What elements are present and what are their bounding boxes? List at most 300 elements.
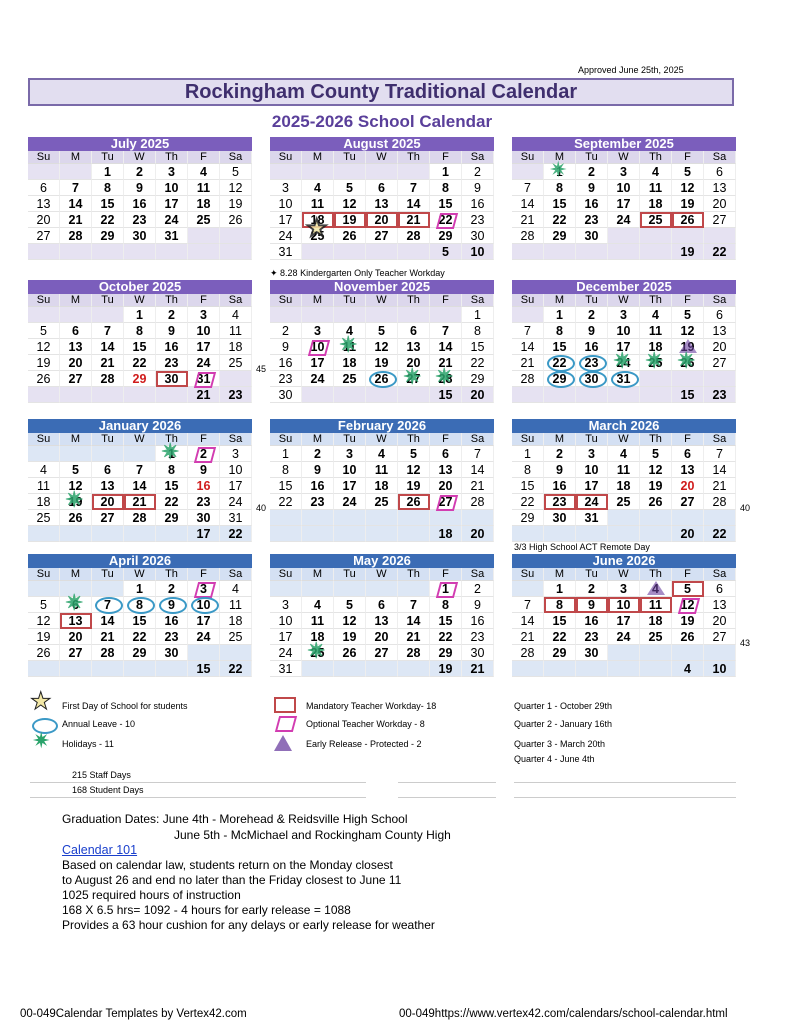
day-cell: 24 <box>576 494 608 510</box>
weekday-label: F <box>430 294 462 307</box>
day-cell: 30 <box>462 228 494 244</box>
day-cell <box>640 510 672 526</box>
day-cell: 27 <box>366 645 398 661</box>
day-cell: 20 <box>704 196 736 212</box>
day-cell: 6 <box>704 307 736 323</box>
weekday-label: Sa <box>704 151 736 164</box>
day-cell: 26 <box>334 228 366 244</box>
day-cell: 24 <box>220 494 252 510</box>
day-cell: 21 <box>398 212 430 228</box>
day-cell <box>672 645 704 661</box>
day-cell: 6 <box>398 323 430 339</box>
month-header: March 2026 <box>512 419 736 433</box>
day-cell: 5 <box>672 581 704 597</box>
day-cell: 9 <box>188 462 220 478</box>
day-cell: 1 <box>124 581 156 597</box>
day-cell: 13 <box>704 597 736 613</box>
day-cell: 16 <box>576 339 608 355</box>
day-cell: 27 <box>704 212 736 228</box>
day-cell: 17 <box>608 196 640 212</box>
day-cell <box>398 526 430 542</box>
day-cell: 18 <box>366 478 398 494</box>
day-cell: 25 <box>28 510 60 526</box>
day-cell: 23 <box>156 355 188 371</box>
day-cell: 6 <box>28 180 60 196</box>
day-cell: 15 <box>544 613 576 629</box>
day-total: 15 <box>188 661 220 677</box>
day-cell: 21 <box>124 494 156 510</box>
day-cell: 16 <box>156 613 188 629</box>
day-cell: 26 <box>398 494 430 510</box>
month-header: June 2026 <box>512 554 736 568</box>
day-cell: 23 <box>302 494 334 510</box>
day-cell: 8 <box>512 462 544 478</box>
day-cell <box>512 164 544 180</box>
weekday-label: W <box>124 151 156 164</box>
weekday-label: Th <box>156 294 188 307</box>
day-cell: 25 <box>188 212 220 228</box>
day-cell <box>92 661 124 677</box>
day-cell: 7 <box>92 597 124 613</box>
day-cell: 23 <box>270 371 302 387</box>
day-cell <box>60 387 92 403</box>
day-cell: 9 <box>462 180 494 196</box>
day-cell: 29 <box>430 645 462 661</box>
day-cell: 10 <box>270 613 302 629</box>
day-cell: 17 <box>220 478 252 494</box>
day-total: 20 <box>462 526 494 542</box>
day-cell: 22 <box>544 212 576 228</box>
weekday-label: Tu <box>92 294 124 307</box>
month-10 <box>28 554 252 677</box>
day-cell <box>704 510 736 526</box>
day-cell: 13 <box>398 339 430 355</box>
day-cell: 7 <box>430 323 462 339</box>
day-cell: 27 <box>704 355 736 371</box>
day-cell: 31 <box>270 661 302 677</box>
day-cell: 14 <box>398 613 430 629</box>
day-cell: 28 <box>124 510 156 526</box>
day-cell <box>430 307 462 323</box>
month-side-count: 40 <box>256 503 267 513</box>
day-cell: 9 <box>156 597 188 613</box>
day-cell: 20 <box>60 355 92 371</box>
holiday-star-icon: ✷ <box>32 728 51 753</box>
weekday-label: Th <box>156 568 188 581</box>
day-cell: 17 <box>334 478 366 494</box>
day-cell: 12 <box>28 613 60 629</box>
day-cell: 5 <box>640 446 672 462</box>
day-cell: 3 <box>188 581 220 597</box>
triangle-icon <box>274 735 292 751</box>
day-cell: 12 <box>672 597 704 613</box>
day-cell <box>608 228 640 244</box>
day-cell: 5 <box>60 462 92 478</box>
day-cell: 6 <box>430 446 462 462</box>
legend-mandatory: Mandatory Teacher Workday- 18 <box>306 701 437 711</box>
day-cell <box>398 244 430 260</box>
day-cell: 22 <box>512 494 544 510</box>
day-total: 23 <box>220 387 252 403</box>
day-cell: 21 <box>462 478 494 494</box>
weekday-label: Tu <box>576 568 608 581</box>
day-cell: 16 <box>576 196 608 212</box>
day-cell: 27 <box>60 371 92 387</box>
staff-days: 215 Staff Days <box>72 770 131 780</box>
day-cell <box>124 661 156 677</box>
day-total: 19 <box>430 661 462 677</box>
day-cell <box>704 371 736 387</box>
legend-early-release: Early Release - Protected - 2 <box>306 739 422 749</box>
day-cell <box>608 661 640 677</box>
day-cell: 30 <box>124 228 156 244</box>
day-cell: 16 <box>124 196 156 212</box>
day-cell: 25 <box>220 629 252 645</box>
day-cell: 6 <box>672 446 704 462</box>
day-cell <box>302 164 334 180</box>
day-cell <box>188 228 220 244</box>
day-cell <box>512 387 544 403</box>
day-cell <box>302 244 334 260</box>
day-cell: 18 <box>640 339 672 355</box>
day-cell: 19 <box>334 629 366 645</box>
day-cell: 3 <box>302 323 334 339</box>
day-cell <box>544 244 576 260</box>
day-cell: 15 <box>462 339 494 355</box>
student-days: 168 Student Days <box>72 785 144 795</box>
weekday-label: Tu <box>576 151 608 164</box>
day-cell: 16 <box>302 478 334 494</box>
day-cell: 11 <box>302 613 334 629</box>
day-cell: 11 <box>188 180 220 196</box>
day-cell <box>512 244 544 260</box>
day-cell: 8 <box>544 323 576 339</box>
day-total: 5 <box>430 244 462 260</box>
day-cell: 1 <box>462 307 494 323</box>
month-side-count: 43 <box>740 638 751 648</box>
day-cell: 19 <box>672 613 704 629</box>
month-header: December 2025 <box>512 280 736 294</box>
day-cell: 3 <box>270 180 302 196</box>
weekday-label: Th <box>398 294 430 307</box>
day-cell: 17 <box>270 629 302 645</box>
day-cell: 8 <box>430 180 462 196</box>
weekday-label: Tu <box>92 433 124 446</box>
weekday-label: M <box>544 433 576 446</box>
weekday-label: M <box>302 294 334 307</box>
weekday-label: Su <box>28 433 60 446</box>
day-cell: 18 <box>28 494 60 510</box>
day-cell: 28 <box>462 494 494 510</box>
day-cell <box>334 387 366 403</box>
month-2 <box>270 137 494 260</box>
day-total: 22 <box>220 661 252 677</box>
day-cell: 24 <box>188 629 220 645</box>
graduation-line-2: June 5th - McMichael and Rockingham County High <box>174 828 451 842</box>
day-cell <box>334 510 366 526</box>
day-cell: 26 <box>28 645 60 661</box>
day-cell: 1 ✷ <box>544 164 576 180</box>
weekday-label: Th <box>156 433 188 446</box>
weekday-label: Sa <box>220 433 252 446</box>
weekday-label: F <box>188 151 220 164</box>
day-cell: 14 <box>60 196 92 212</box>
day-cell: 12 <box>28 339 60 355</box>
weekday-label: F <box>188 294 220 307</box>
weekday-label: W <box>124 433 156 446</box>
day-cell <box>302 510 334 526</box>
weekday-label: Su <box>512 294 544 307</box>
day-cell <box>576 387 608 403</box>
day-cell <box>608 526 640 542</box>
day-cell: 11 <box>220 323 252 339</box>
weekday-label: Su <box>512 151 544 164</box>
day-cell: 24 ✷ <box>608 355 640 371</box>
day-cell: 28 <box>512 228 544 244</box>
day-cell <box>92 446 124 462</box>
weekday-label: M <box>60 433 92 446</box>
day-cell: 5 <box>28 323 60 339</box>
day-cell: 26 <box>672 629 704 645</box>
day-cell: 4 <box>640 581 672 597</box>
day-cell: 23 <box>156 629 188 645</box>
day-cell <box>156 661 188 677</box>
weekday-label: Tu <box>576 294 608 307</box>
weekday-label: Tu <box>92 568 124 581</box>
day-cell: 14 <box>398 196 430 212</box>
weekday-label: W <box>608 294 640 307</box>
weekday-label: Th <box>640 433 672 446</box>
day-cell: 12 <box>334 196 366 212</box>
day-cell: 30 <box>576 645 608 661</box>
info-line-1: Based on calendar law, students return on the Monday closest <box>62 858 393 872</box>
weekday-label: Tu <box>576 433 608 446</box>
day-cell: 26 <box>334 645 366 661</box>
day-cell: 20 <box>704 339 736 355</box>
day-cell <box>220 371 252 387</box>
day-cell: 20 <box>92 494 124 510</box>
day-cell: 1 <box>512 446 544 462</box>
weekday-label: Th <box>398 433 430 446</box>
weekday-label: Sa <box>220 294 252 307</box>
day-cell <box>92 526 124 542</box>
day-cell: 13 <box>92 478 124 494</box>
day-cell: 27 ✷ <box>398 371 430 387</box>
day-cell: 31 <box>608 371 640 387</box>
info-line-2: to August 26 and end no later than the Friday closest to June 11 <box>62 873 402 887</box>
day-cell: 23 <box>576 212 608 228</box>
day-cell: 28 ✷ <box>430 371 462 387</box>
day-cell: 1 <box>430 164 462 180</box>
weekday-label: M <box>60 151 92 164</box>
weekday-label: W <box>608 433 640 446</box>
day-cell: 7 <box>398 180 430 196</box>
day-cell: 25 ✷ <box>302 645 334 661</box>
day-cell <box>60 661 92 677</box>
day-cell <box>156 387 188 403</box>
day-cell: 26 <box>640 494 672 510</box>
day-cell <box>398 387 430 403</box>
day-cell: 5 <box>334 597 366 613</box>
legend-holidays: Holidays - 11 <box>62 739 114 749</box>
day-cell: 20 <box>366 629 398 645</box>
weekday-label: Su <box>270 294 302 307</box>
weekday-label: Tu <box>334 151 366 164</box>
weekday-label: F <box>672 294 704 307</box>
day-cell: 23 <box>462 212 494 228</box>
day-cell: 26 <box>60 510 92 526</box>
day-total: 15 <box>672 387 704 403</box>
weekday-label: Tu <box>334 568 366 581</box>
day-cell <box>576 244 608 260</box>
day-cell: 11 <box>608 462 640 478</box>
day-cell: 5 <box>672 164 704 180</box>
day-cell: 10 <box>608 597 640 613</box>
day-cell: 8 <box>124 323 156 339</box>
day-total: 18 <box>430 526 462 542</box>
day-cell: 2 <box>544 446 576 462</box>
month-9 <box>512 419 736 542</box>
day-cell: 10 <box>608 180 640 196</box>
weekday-label: Th <box>398 568 430 581</box>
day-cell <box>672 228 704 244</box>
day-cell: 29 <box>156 510 188 526</box>
day-cell <box>334 244 366 260</box>
day-cell <box>270 164 302 180</box>
month-side-count: 40 <box>740 503 751 513</box>
day-cell <box>366 387 398 403</box>
day-cell: 24 <box>608 629 640 645</box>
day-cell: 10 <box>220 462 252 478</box>
day-cell: 1 <box>544 581 576 597</box>
day-cell <box>640 387 672 403</box>
day-cell: 9 <box>156 323 188 339</box>
day-total: 20 <box>462 387 494 403</box>
day-cell: 2 <box>462 164 494 180</box>
day-cell: 21 <box>512 355 544 371</box>
day-cell: 11 <box>302 196 334 212</box>
day-cell: 3 <box>608 581 640 597</box>
day-cell: 1 ✷ <box>156 446 188 462</box>
day-cell: 7 <box>512 597 544 613</box>
day-cell <box>334 307 366 323</box>
quarter-3: Quarter 3 - March 20th <box>514 739 606 749</box>
day-cell: 18 <box>640 613 672 629</box>
day-cell: 23 <box>576 355 608 371</box>
month-header: May 2026 <box>270 554 494 568</box>
day-cell <box>640 371 672 387</box>
quarter-2: Quarter 2 - January 16th <box>514 719 613 729</box>
day-cell: 12 <box>60 478 92 494</box>
weekday-label: F <box>188 433 220 446</box>
day-cell <box>608 645 640 661</box>
day-cell: 5 <box>28 597 60 613</box>
month-7 <box>28 419 252 542</box>
day-cell <box>124 526 156 542</box>
day-cell: 25 <box>640 212 672 228</box>
day-cell: 25 <box>608 494 640 510</box>
day-cell: 1 <box>270 446 302 462</box>
star-icon: ★ <box>30 688 52 715</box>
day-total: 21 <box>462 661 494 677</box>
day-cell <box>28 244 60 260</box>
day-cell: 22 <box>430 629 462 645</box>
day-cell <box>188 645 220 661</box>
august-note: ✦ 8.28 Kindergarten Only Teacher Workday <box>270 268 445 278</box>
weekday-label: M <box>60 294 92 307</box>
day-cell: 18 <box>188 196 220 212</box>
day-cell: 6 <box>704 581 736 597</box>
day-cell: 4 <box>220 581 252 597</box>
day-cell <box>60 526 92 542</box>
day-cell <box>640 244 672 260</box>
day-cell: 13 <box>28 196 60 212</box>
month-3 <box>512 137 736 260</box>
day-cell: 20 <box>28 212 60 228</box>
day-cell: 24 <box>188 355 220 371</box>
day-cell: 28 <box>704 494 736 510</box>
day-cell: 16 <box>576 613 608 629</box>
legend-annual-leave: Annual Leave - 10 <box>62 719 136 729</box>
day-cell: 2 <box>302 446 334 462</box>
day-cell: 28 <box>398 645 430 661</box>
day-cell <box>92 307 124 323</box>
day-cell: 2 <box>270 323 302 339</box>
day-cell <box>334 164 366 180</box>
day-cell: 27 <box>672 494 704 510</box>
day-cell: 29 <box>430 228 462 244</box>
weekday-label: W <box>366 151 398 164</box>
day-cell <box>704 645 736 661</box>
day-cell: 3 <box>188 307 220 323</box>
day-cell: 8 <box>544 180 576 196</box>
weekday-label: W <box>608 151 640 164</box>
weekday-label: M <box>544 294 576 307</box>
day-cell: 19 <box>366 355 398 371</box>
weekday-label: M <box>60 568 92 581</box>
day-cell: 22 <box>544 629 576 645</box>
day-cell <box>270 510 302 526</box>
day-cell <box>608 387 640 403</box>
day-cell: 13 <box>672 462 704 478</box>
day-cell <box>28 446 60 462</box>
day-cell: 8 <box>156 462 188 478</box>
month-header: July 2025 <box>28 137 252 151</box>
weekday-label: Su <box>512 568 544 581</box>
month-header: November 2025 <box>270 280 494 294</box>
day-cell <box>366 581 398 597</box>
day-cell <box>366 510 398 526</box>
day-cell <box>92 244 124 260</box>
calendar-101-link[interactable]: Calendar 101 <box>62 843 138 857</box>
day-cell <box>366 164 398 180</box>
day-cell <box>124 446 156 462</box>
day-cell: 30 <box>156 645 188 661</box>
weekday-label: M <box>302 568 334 581</box>
day-cell: 2 <box>124 164 156 180</box>
day-cell <box>124 387 156 403</box>
day-cell: 12 <box>398 462 430 478</box>
day-cell: 13 <box>60 339 92 355</box>
weekday-label: W <box>366 433 398 446</box>
day-cell: 21 <box>512 212 544 228</box>
day-cell: 3 <box>608 307 640 323</box>
month-8 <box>270 419 494 542</box>
day-cell <box>544 661 576 677</box>
day-cell: 17 <box>302 355 334 371</box>
weekday-label: Su <box>28 568 60 581</box>
day-cell: 2 <box>576 164 608 180</box>
